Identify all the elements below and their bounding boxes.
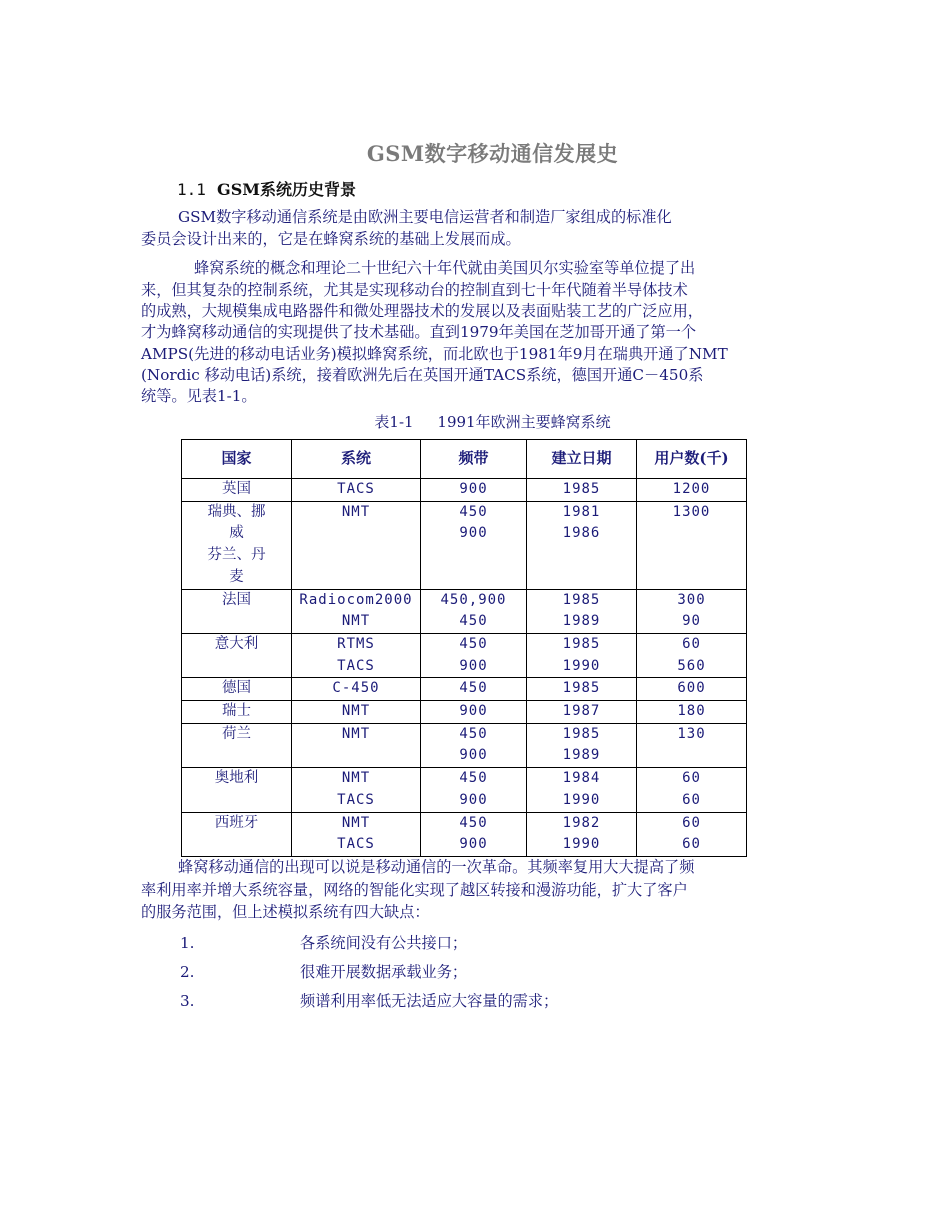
cell-value: 60 xyxy=(682,635,701,652)
cell-value: 450,900 xyxy=(440,591,507,608)
cell-value: 900 xyxy=(459,481,488,497)
cell-system xyxy=(292,501,421,589)
paragraph-2-line-1: 蜂窝系统的概念和理论二十世纪六十年代就由美国贝尔实验室等单位提了出 xyxy=(194,259,696,277)
cell-value: 60 xyxy=(682,814,701,831)
list-item-number: 2. xyxy=(180,963,195,981)
header-band: 频带 xyxy=(421,440,527,479)
cell-value: 德国 xyxy=(222,680,251,697)
list-item xyxy=(180,990,558,1011)
paragraph-2-line-6: (Nordic 移动电话)系统，接着欧洲先后在英国开通TACS系统，德国开通C－450系 xyxy=(141,366,704,384)
cell-system xyxy=(292,812,421,856)
cell-year xyxy=(527,768,637,812)
cell-country xyxy=(182,633,292,677)
cell-country xyxy=(182,768,292,812)
cell-year xyxy=(527,723,637,767)
cell-users xyxy=(637,701,747,724)
cell-value: 1985 xyxy=(562,635,601,652)
cell-value: NMT xyxy=(341,503,371,520)
list-item xyxy=(180,932,467,953)
cell-value: 1985 xyxy=(562,591,601,608)
cell-value: 1985 xyxy=(562,481,601,497)
cell-value: 900 xyxy=(459,525,488,542)
paragraph-3-line-1: 蜂窝移动通信的出现可以说是移动通信的一次革命。其频率复用大大提高了频 xyxy=(178,858,695,876)
cell-value: 450 xyxy=(459,814,488,831)
cell-value: 900 xyxy=(459,703,488,720)
cell-system xyxy=(292,723,421,767)
section-number: 1.1 xyxy=(177,180,206,199)
cell-value: 1981 xyxy=(562,503,601,520)
cell-system xyxy=(292,633,421,677)
cell-year xyxy=(527,701,637,724)
cell-value: 450 xyxy=(459,770,488,787)
cell-value: TACS xyxy=(337,791,375,808)
cell-band xyxy=(421,501,527,589)
cell-value: 1984 xyxy=(562,770,601,787)
list-item xyxy=(180,961,467,982)
list-item-text: 各系统间没有公共接口； xyxy=(300,934,468,952)
table-row xyxy=(182,768,747,812)
cell-value: TACS xyxy=(337,657,375,674)
table-row xyxy=(182,633,747,677)
cell-value: 西班牙 xyxy=(214,814,259,831)
cell-value: 1989 xyxy=(562,613,601,630)
cell-system xyxy=(292,768,421,812)
cell-value: 芬兰、丹 xyxy=(207,547,266,564)
cell-system xyxy=(292,589,421,633)
cell-value: 90 xyxy=(682,613,701,630)
cell-value: 60 xyxy=(682,770,701,787)
cell-value: 奥地利 xyxy=(214,770,259,787)
table-row xyxy=(182,812,747,856)
list-item-number: 1. xyxy=(180,934,195,952)
cell-year xyxy=(527,633,637,677)
list-item-text: 很难开展数据承载业务； xyxy=(300,963,468,981)
paragraph-2-line-2: 来，但其复杂的控制系统，尤其是实现移动台的控制直到七十年代随着半导体技术 xyxy=(141,281,688,299)
cell-value: 1985 xyxy=(562,725,601,742)
cell-band xyxy=(421,723,527,767)
cell-value: 1300 xyxy=(672,503,711,520)
paragraph-2-line-4: 才为蜂窝移动通信的实现提供了技术基础。直到1979年美国在芝加哥开通了第一个 xyxy=(141,323,697,341)
table-row xyxy=(182,589,747,633)
cell-users xyxy=(637,589,747,633)
cell-system xyxy=(292,678,421,701)
cell-value: 1990 xyxy=(562,657,601,674)
cell-band xyxy=(421,812,527,856)
cell-country xyxy=(182,812,292,856)
cell-value: 1200 xyxy=(672,481,711,497)
cell-value: 1982 xyxy=(562,814,601,831)
cell-system xyxy=(292,479,421,502)
paragraph-3-line-3: 的服务范围，但上述模拟系统有四大缺点： xyxy=(141,903,430,921)
cell-country xyxy=(182,589,292,633)
cell-value: 450 xyxy=(459,613,488,630)
cell-users xyxy=(637,678,747,701)
table-body xyxy=(182,479,747,857)
paragraph-3-line-2: 率利用率并增大系统容量，网络的智能化实现了越区转接和漫游功能，扩大了客户 xyxy=(141,881,688,899)
cell-value: 瑞典、挪 xyxy=(207,503,266,520)
cell-value: 荷兰 xyxy=(222,725,251,742)
cell-year xyxy=(527,678,637,701)
cell-users xyxy=(637,501,747,589)
cell-value: 180 xyxy=(677,703,706,720)
cell-value: 60 xyxy=(682,836,701,853)
cell-value: 900 xyxy=(459,747,488,764)
table-row xyxy=(182,678,747,701)
cell-value: 1987 xyxy=(562,703,601,720)
header-users: 用户数(千) xyxy=(637,440,747,479)
cell-value: 威 xyxy=(229,525,244,542)
cell-country xyxy=(182,723,292,767)
table-caption xyxy=(0,411,950,432)
table-caption-number: 表1-1 xyxy=(374,413,414,431)
page-title: GSM数字移动通信发展史 xyxy=(366,141,619,166)
cell-value: 450 xyxy=(459,635,488,652)
table-row xyxy=(182,723,747,767)
cell-value: 瑞士 xyxy=(222,703,251,720)
header-country: 国家 xyxy=(182,440,292,479)
table-row xyxy=(182,501,747,589)
cell-value: NMT xyxy=(341,703,371,720)
cell-value: 1985 xyxy=(562,680,601,697)
cell-users xyxy=(637,723,747,767)
cell-country xyxy=(182,701,292,724)
cell-band xyxy=(421,633,527,677)
section-heading xyxy=(177,177,356,200)
paragraph-1-line-2: 委员会设计出来的，它是在蜂窝系统的基础上发展而成。 xyxy=(141,230,521,248)
cell-value: RTMS xyxy=(337,635,375,652)
cell-band xyxy=(421,768,527,812)
cell-users xyxy=(637,768,747,812)
cell-band xyxy=(421,479,527,502)
table-row xyxy=(182,701,747,724)
paragraph-2-line-3: 的成熟，大规模集成电路器件和微处理器技术的发展以及表面贴装工艺的广泛应用， xyxy=(141,302,703,320)
cell-value: 1989 xyxy=(562,747,601,764)
cell-band xyxy=(421,678,527,701)
paragraph-1-line-1: GSM数字移动通信系统是由欧洲主要电信运营者和制造厂家组成的标准化 xyxy=(178,208,672,226)
table-header-row xyxy=(182,440,747,479)
cell-year xyxy=(527,589,637,633)
cell-value: 法国 xyxy=(222,591,251,608)
cell-users xyxy=(637,812,747,856)
cell-value: 麦 xyxy=(229,568,244,585)
cell-value: NMT xyxy=(341,770,371,787)
header-year: 建立日期 xyxy=(527,440,637,479)
cell-country xyxy=(182,501,292,589)
cell-value: TACS xyxy=(337,836,375,853)
cell-value: 450 xyxy=(459,503,488,520)
cell-value: NMT xyxy=(341,725,371,742)
cell-value: 意大利 xyxy=(214,635,259,652)
table-row xyxy=(182,479,747,502)
section-title: GSM系统历史背景 xyxy=(217,180,356,199)
cell-band xyxy=(421,701,527,724)
list-item-text: 频谱利用率低无法适应大容量的需求； xyxy=(300,992,559,1010)
cell-year xyxy=(527,812,637,856)
list-item-number: 3. xyxy=(180,992,195,1010)
cellular-systems-table xyxy=(181,439,747,857)
cell-value: 1990 xyxy=(562,791,601,808)
cell-system xyxy=(292,701,421,724)
header-system: 系统 xyxy=(292,440,421,479)
cell-users xyxy=(637,479,747,502)
cell-value: 60 xyxy=(682,791,701,808)
cell-value: TACS xyxy=(337,481,375,497)
table-caption-text: 1991年欧洲主要蜂窝系统 xyxy=(437,413,611,431)
paragraph-2-line-5: AMPS(先进的移动电话业务)模拟蜂窝系统，而北欧也于1981年9月在瑞典开通了NMT xyxy=(141,345,728,363)
cell-value: 1990 xyxy=(562,836,601,853)
cell-value: NMT xyxy=(341,613,371,630)
cell-users xyxy=(637,633,747,677)
cell-value: 560 xyxy=(677,657,706,674)
cell-value: C-450 xyxy=(332,680,380,697)
cell-year xyxy=(527,479,637,502)
cell-value: 600 xyxy=(677,680,706,697)
cell-country xyxy=(182,678,292,701)
cell-value: 英国 xyxy=(222,481,251,497)
cell-value: 130 xyxy=(677,725,706,742)
cell-band xyxy=(421,589,527,633)
paragraph-2-line-7: 统等。见表1-1。 xyxy=(141,387,257,405)
cell-value: 1986 xyxy=(562,525,601,542)
cell-value: 900 xyxy=(459,791,488,808)
cell-value: NMT xyxy=(341,814,371,831)
cell-value: 900 xyxy=(459,657,488,674)
cell-value: 900 xyxy=(459,836,488,853)
cell-year xyxy=(527,501,637,589)
cell-country xyxy=(182,479,292,502)
cell-value: 450 xyxy=(459,680,488,697)
cell-value: 300 xyxy=(677,591,706,608)
cell-value: Radiocom2000 xyxy=(299,591,413,608)
cell-value: 450 xyxy=(459,725,488,742)
